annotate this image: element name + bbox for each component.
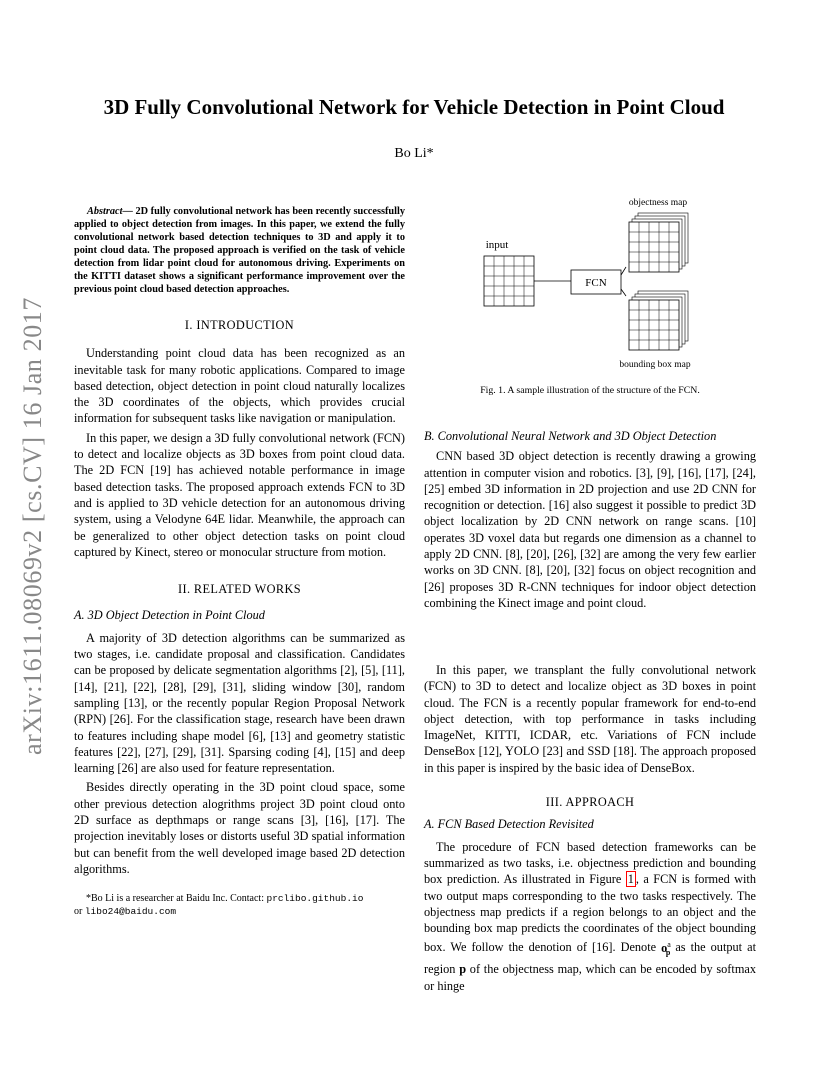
- abstract: [74, 205, 405, 296]
- paper-title: 3D Fully Convolutional Network for Vehicle Detection in Point Cloud: [103, 95, 725, 119]
- related-a-heading: A. 3D Object Detection in Point Cloud: [74, 608, 265, 623]
- input-grid: [484, 256, 534, 306]
- fcn-diagram: [424, 192, 756, 382]
- approach-heading: III. APPROACH: [545, 795, 635, 810]
- objectness-map-stack: [629, 213, 688, 272]
- region-symbol: p: [459, 962, 467, 977]
- abstract-text: — 2D fully convolutional network has been recently successfully applied to object detection from images. In this paper, we extend the fully convolutional network based detection techniques to 3D and apply it to point cloud data. The proposed approach is verified on the task of vehicle detection from lidar point cloud for autonomous driving. Experiments on the KITTI dataset shows a significant performance improvement over the previous point cloud based detection approaches.: [74, 206, 405, 295]
- objectness-symbol-base: o: [661, 940, 668, 955]
- bbox-map-stack: [629, 291, 688, 350]
- right-column-top: [424, 428, 756, 611]
- footnote-url[interactable]: prclibo.github.io: [266, 893, 364, 905]
- footnote-or: or: [74, 905, 85, 917]
- paper-author: Bo Li*: [394, 146, 434, 161]
- approach-a-paragraph-1: [424, 839, 756, 994]
- figure-caption: Fig. 1. A sample illustration of the structure of the FCN.: [480, 385, 700, 396]
- related-b-paragraph-2: In this paper, we transplant the fully convolutional network (FCN) to 3D to detect and localize object as 3D boxes in point cloud. The FCN is a recently popular framework for end-to-end object detection, with top performance in tasks including ImageNet, KITTI, ICDAR, etc. Variations of FCN include DenseBox [12], YOLO [23] and SSD [18]. The approach proposed in this paper is inspired by the basic idea of DenseBox.: [424, 663, 756, 775]
- objectness-symbol-sup: a: [667, 939, 671, 949]
- related-b-heading: B. Convolutional Neural Network and 3D Object Detection: [424, 429, 717, 443]
- abstract-label: Abstract: [87, 206, 123, 217]
- fcn-label: FCN: [585, 277, 607, 289]
- intro-paragraph-1: Understanding point cloud data has been recognized as an inevitable task for many robotic applications. Compared to image based detection, object detection in point cloud naturally localizes the 3D coordinates of the objects, which provides crucial information for subsequent tasks like navigation or manipulation.: [74, 346, 405, 426]
- approach-text-start: The procedure of FCN based detection frameworks can be summarized as two tasks, i.e. objectness prediction and bounding box prediction. As illustrated in Figure: [424, 839, 756, 887]
- arxiv-stamp: arXiv:1611.08069v2 [cs.CV] 16 Jan 2017: [18, 296, 47, 755]
- related-heading: II. RELATED WORKS: [177, 582, 302, 597]
- approach-text-end: of the objectness map, which can be encoded by softmax or hinge: [424, 962, 756, 993]
- figure-1: [424, 192, 756, 402]
- footnote-prefix: *Bo Li is a researcher at Baidu Inc. Contact:: [86, 893, 267, 905]
- approach-text-mid: , a FCN is formed with two output maps corresponding to the two tasks respectively. The objectness map predicts if a region belongs to an object and the bounding box map predicts the coordinates of the object bounding box. We follow the denotion of [16]. Denote: [424, 872, 756, 955]
- footnote-email[interactable]: libo24@baidu.com: [84, 905, 177, 917]
- intro-paragraph-2: In this paper, we design a 3D fully convolutional network (FCN) to detect and localize objects as 3D boxes from point cloud data. The 2D FCN [19] has achieved notable performance in image based detection tasks. The proposed approach extends FCN to 3D and is applied to 3D vehicle detection for an autonomous driving system, using a Velodyne 64E lidar. Meanwhile, the approach can be generalized to other object detection tasks on point cloud captured by Kinect, stereo or monocular structure from motion.: [74, 430, 405, 559]
- footnote: [74, 893, 405, 918]
- bbox-map-label: bounding box map: [619, 360, 691, 370]
- objectness-symbol: [661, 941, 670, 955]
- objectness-symbol-sub: p: [665, 948, 671, 957]
- related-a-paragraph-1: A majority of 3D detection algorithms can be summarized as two stages, i.e. candidate proposal and classification. Candidates can be proposed by delicate segmentation algorithms [2], [5], [11], [14], [21], [22], [28], [29], [31], sliding window [30], random sampling [13], or the recently popular Region Proposal Network (RPN) [26]. For the classification stage, research have been drawn to features including shape model [6], [13] and geometry statistic features [22], [27], [29], [31]. Sparsing coding [4], [15] and deep learning [26] are also used for feature representation.: [74, 630, 405, 776]
- input-label: input: [485, 239, 509, 251]
- related-a-paragraph-2: Besides directly operating in the 3D point cloud space, some other previous detection alogrithms project 3D point cloud onto 2D surface as depthmaps or range scans [3], [16], [17]. The projection inevitably loses or distorts useful 3D spatial information but can benefit from the well developed image based 2D detection algorithms.: [74, 780, 405, 876]
- intro-heading: I. INTRODUCTION: [184, 318, 295, 332]
- right-column-bottom: [424, 662, 756, 994]
- approach-a-heading: A. FCN Based Detection Revisited: [424, 817, 594, 832]
- related-b-paragraph-1: CNN based 3D object detection is recently drawing a growing attention in computer vision and robotics. [3], [9], [16], [17], [24], [25] embed 3D information in 2D projection and use 2D CNN for recognition or detection. [16] also suggest it possible to predict 3D object localization by 2D CNN network on range scans. [10] operates 3D voxel data but regards one dimension as a channel to apply 2D CNN. [8], [20], [26], [32] are among the very few earlier works on 3D CNN. [8], [20], [32] focus on object recognition and [26] proposes 3D R-CNN techniques for indoor object detection combining the Kinect image and point cloud.: [424, 449, 756, 610]
- left-column: [74, 205, 405, 918]
- figure-1-link[interactable]: 1: [627, 872, 634, 887]
- objectness-connector: [621, 267, 626, 275]
- approach-text-mid2: as the output at region: [424, 940, 756, 977]
- bbox-connector: [621, 289, 626, 296]
- objectness-map-label: objectness map: [628, 198, 688, 208]
